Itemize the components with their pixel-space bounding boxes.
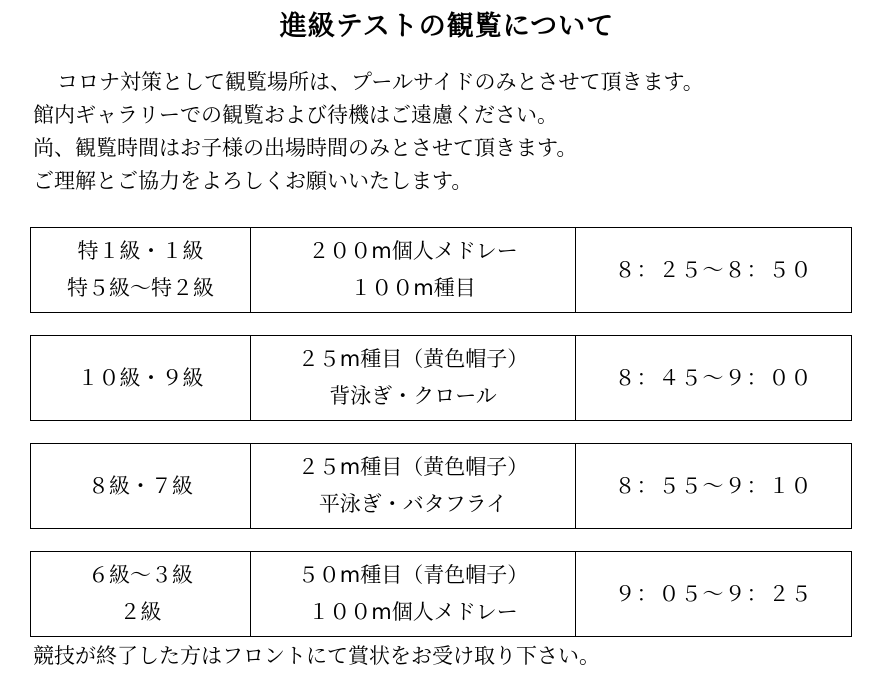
schedule-row xyxy=(30,443,852,529)
event-label: ５０m種目（青色帽子） xyxy=(297,563,529,587)
event-label: ２５m種目（黄色帽子） xyxy=(297,455,529,479)
grade-label: 特１級・１級 xyxy=(77,239,204,263)
grade-label: ８級・７級 xyxy=(88,473,193,498)
schedule-row xyxy=(30,551,852,637)
grade-cell xyxy=(31,228,251,312)
grade-label: ２級 xyxy=(119,600,162,624)
intro-line: コロナ対策として観覧場所は、プールサイドのみとさせて頂きます。 xyxy=(57,70,704,94)
intro-line: ご理解とご協力をよろしくお願いいたします。 xyxy=(33,169,473,193)
grade-cell xyxy=(31,444,251,528)
event-cell xyxy=(251,444,576,528)
time-label: ９：０５～９：２５ xyxy=(614,581,813,606)
intro-line: 尚、観覧時間はお子様の出場時間のみとさせて頂きます。 xyxy=(33,136,578,160)
event-label: 平泳ぎ・バタフライ xyxy=(318,492,508,516)
event-cell xyxy=(251,552,576,636)
time-cell xyxy=(576,336,851,420)
intro-line: 館内ギャラリーでの観覧および待機はご遠慮ください。 xyxy=(33,103,558,127)
event-label: １００m種目 xyxy=(350,276,476,300)
footer-note: 競技が終了した方はフロントにて賞状をお受け取り下さい。 xyxy=(33,644,600,668)
event-label: ２５m種目（黄色帽子） xyxy=(297,347,529,371)
page-title: 進級テストの観覧について xyxy=(279,11,615,42)
event-label: ２００m個人メドレー xyxy=(308,239,518,263)
time-cell xyxy=(576,552,851,636)
schedule-row xyxy=(30,335,852,421)
grade-cell xyxy=(31,552,251,636)
intro-paragraph xyxy=(33,66,883,198)
event-label: １００m個人メドレー xyxy=(308,600,518,624)
time-label: ８：２５～８：５０ xyxy=(614,257,813,282)
grade-cell xyxy=(31,336,251,420)
grade-label: ６級～３級 xyxy=(88,563,193,587)
grade-label: １０級・９級 xyxy=(77,365,204,390)
event-cell xyxy=(251,336,576,420)
event-cell xyxy=(251,228,576,312)
grade-label: 特５級～特２級 xyxy=(67,276,214,300)
time-cell xyxy=(576,228,851,312)
event-label: 背泳ぎ・クロール xyxy=(329,384,497,408)
schedule-row xyxy=(30,227,852,313)
time-cell xyxy=(576,444,851,528)
time-label: ８：５５～９：１０ xyxy=(614,473,813,498)
time-label: ８：４５～９：００ xyxy=(614,365,813,390)
